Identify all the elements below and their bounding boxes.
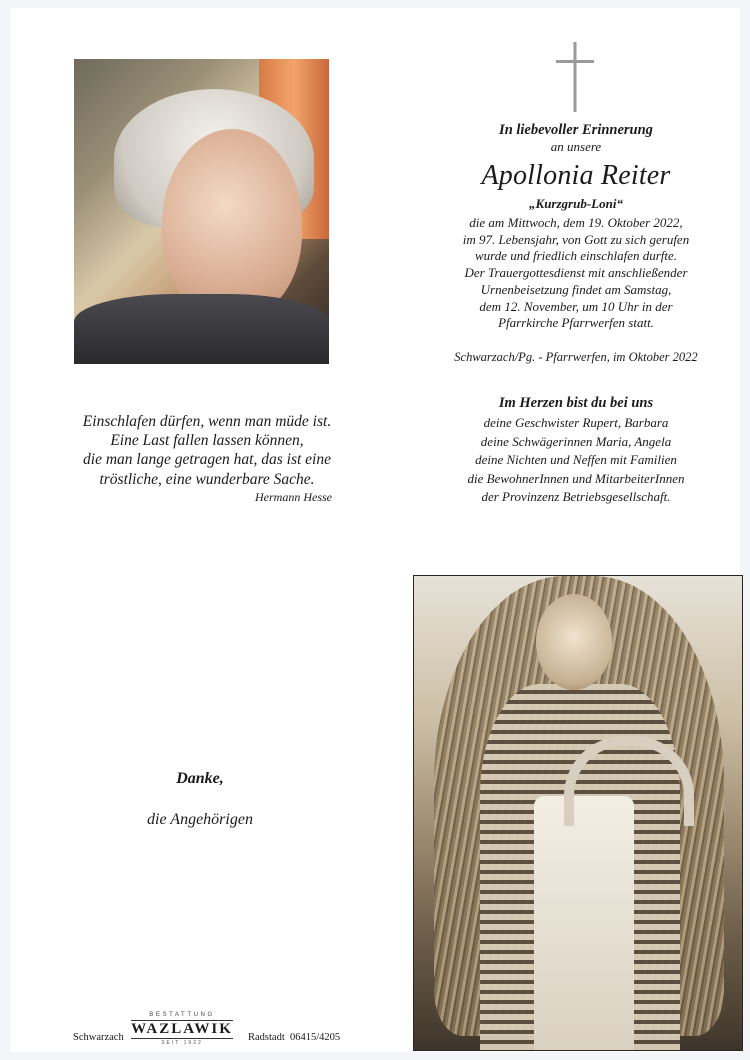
place-and-date: Schwarzach/Pg. - Pfarrwerfen, im Oktober 2022: [454, 350, 698, 364]
announcement-line: Pfarrkirche Pfarrwerfen statt.: [498, 315, 654, 331]
footer-phone: 06415/4205: [290, 1032, 341, 1043]
announcement-line: die am Mittwoch, dem 19. Oktober 2022,: [469, 215, 683, 230]
announcement-line: Der Trauergottesdienst mit anschließender: [464, 265, 688, 281]
poem-line: die man lange getragen hat, das ist eine: [83, 451, 331, 469]
mourner-line: deine Schwägerinnen Maria, Angela: [480, 433, 672, 449]
mourner-line: deine Geschwister Rupert, Barbara: [483, 415, 669, 430]
mourner-line: deine Nichten und Neffen mit Familien: [475, 452, 677, 468]
mourner-line: die BewohnerInnen und MitarbeiterInnen: [467, 470, 685, 486]
funeral-home-logo: BESTATTUNG WAZLAWIK SEIT 1922: [131, 1012, 233, 1046]
mourner-line: der Provinzenz Betriebsgesellschaft.: [481, 489, 671, 505]
death-announcement: [440, 215, 712, 332]
footer-place-left: Schwarzach: [73, 1032, 124, 1043]
announcement-line: Urnenbeisetzung findet am Samstag,: [480, 281, 672, 297]
portrait-photo-elderly: [74, 59, 329, 364]
thanks-title: Danke,: [176, 770, 224, 787]
poem: [70, 412, 344, 489]
memory-heading: In liebevoller Erinnerung: [499, 122, 653, 138]
poem-line: Eine Last fallen lassen können,: [110, 432, 304, 450]
announcement-line: wurde und friedlich einschlafen durfte.: [474, 248, 678, 264]
thanks-from: die Angehörigen: [147, 811, 253, 828]
memory-subheading: an unsere: [550, 139, 602, 154]
mourners-heading: Im Herzen bist du bei uns: [498, 395, 654, 411]
parte-card: [10, 8, 740, 1052]
announcement-line: im 97. Lebensjahr, von Gott zu sich gerufen: [462, 231, 690, 247]
announcement-line: dem 12. November, um 10 Uhr in der: [479, 298, 673, 314]
deceased-nickname: „Kurzgrub-Loni“: [529, 196, 623, 211]
poem-line: tröstliche, eine wunderbare Sache.: [99, 470, 315, 488]
cross-icon: [552, 42, 598, 112]
poem-line: Einschlafen dürfen, wenn man müde ist.: [82, 413, 332, 430]
vintage-photo-young-woman: [413, 575, 743, 1051]
poem-author: Hermann Hesse: [255, 490, 332, 504]
deceased-name: Apollonia Reiter: [481, 160, 671, 191]
mourners-list: [440, 414, 712, 507]
footer-place-right: Radstadt: [248, 1032, 285, 1043]
